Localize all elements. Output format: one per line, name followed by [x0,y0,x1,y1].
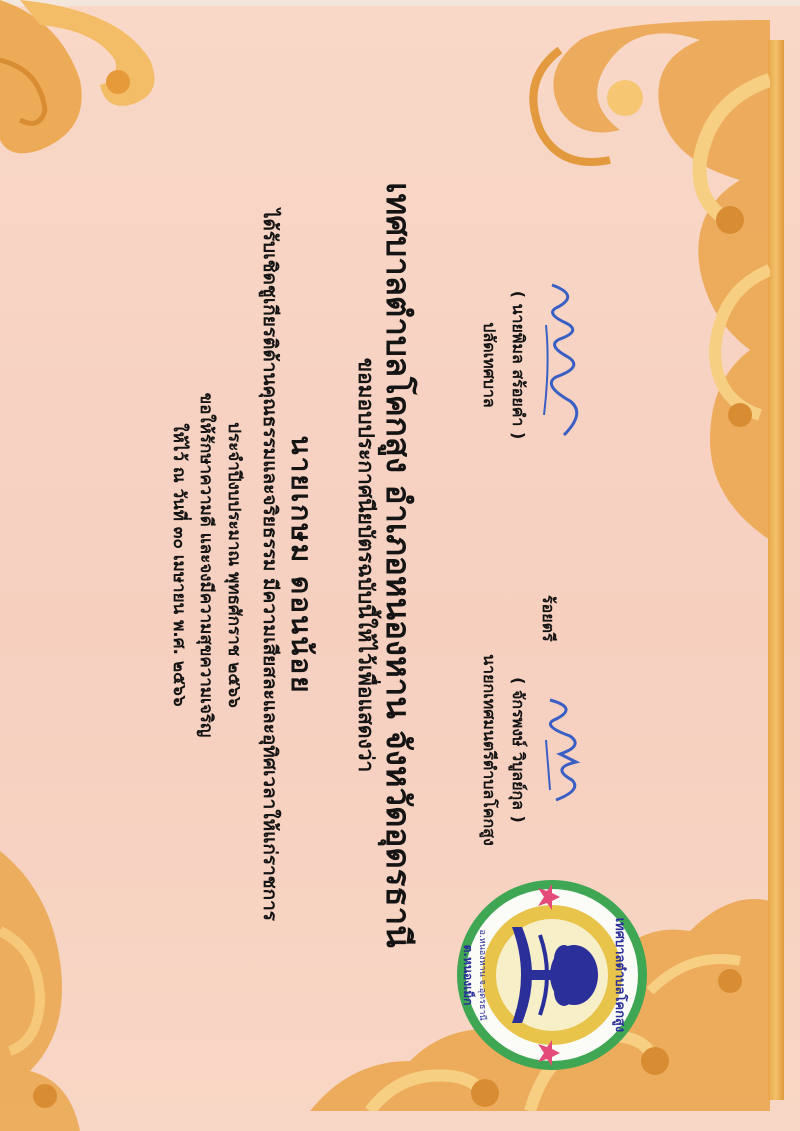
issue-date: ให้ไว้ ณ วันที่ ๓๐ เมษายน พ.ศ. ๒๕๖๖ [169,423,189,707]
seal-text-top: เทศบาลตำบลโคกสูง [612,917,627,1033]
certificate-content [120,35,680,1095]
signatory-left-name: ( นายพิมล สร้อยคำ ) [509,290,528,440]
signature-right-icon [534,620,590,880]
signatory-right-name: ( จักรพงษ์ วิบูลย์กุล ) [509,677,528,823]
municipality-seal-icon [452,875,652,1075]
issuer-title: เทศบาลตำบลโคกสูง อำเภอหนองหาน จังหวัดอุดรธานี [379,182,418,948]
gold-side-band [768,40,784,1100]
recipient-name: นายเกษม ดอนน้อย [285,435,318,695]
purpose-line: ขอมอบประกาศนียบัตรฉบับนี้ให้ไว้เพื่อแสดงว่า [354,357,378,773]
seal-text-side: อ.หนองหาน จ.อุดรธานี [477,929,487,1021]
signatory-left-title: ปลัดเทศบาล [480,322,499,408]
seal-text-bottom: ต.หนองเม็ก [461,944,475,1006]
budget-year: ประจำปีงบประมาณ พุทธศักราช ๒๕๖๖ [224,422,244,708]
signatory-left [476,235,590,495]
signature-left-icon [534,235,590,495]
ornament-bottom-left-icon [0,831,120,1131]
signatory-right-title: นายกเทศมนตรีตำบลโคกสูง [480,654,499,846]
award-reason: ได้รับเชิดชูเกียรติด้านคุณธรรมและจริยธรรม มีความเสียสละและอุทิศเวลาให้แก่ราชการ [259,208,281,922]
signatory-rank: ร้อยตรี [539,595,558,642]
wish-line: ขอให้รักษาความดี และจงมีความสุขความเจริญ [196,392,216,738]
signatory-right [476,620,590,880]
